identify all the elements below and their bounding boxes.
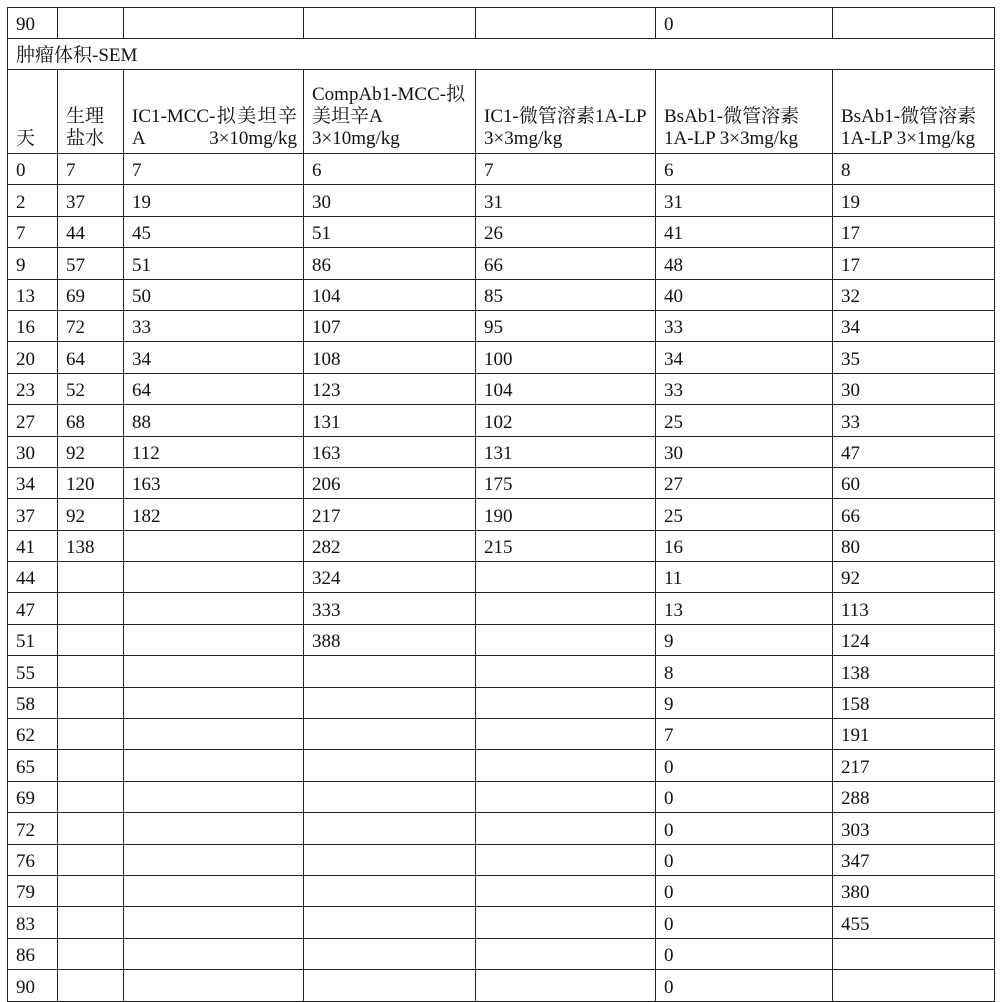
- cell-day: 16: [8, 310, 58, 341]
- cell-value: 7: [656, 719, 833, 750]
- table-row: [8, 216, 995, 247]
- header-bsab1-tubulysin-3mg: BsAb1-微管溶素1A-LP 3×3mg/kg: [656, 70, 833, 154]
- cell-value: [124, 624, 304, 655]
- table-row: [8, 781, 995, 812]
- cell-value: 13: [656, 593, 833, 624]
- cell-value: [124, 907, 304, 938]
- cell-day: 58: [8, 687, 58, 718]
- cell-value: 48: [656, 248, 833, 279]
- cell-value: 33: [833, 405, 995, 436]
- cell-value: 0: [656, 970, 833, 1001]
- table-row: [8, 907, 995, 938]
- cell-value: 0: [656, 781, 833, 812]
- cell-value: 85: [476, 279, 656, 310]
- cell-day: 13: [8, 279, 58, 310]
- cell-value: 217: [304, 499, 476, 530]
- cell-value: [476, 562, 656, 593]
- cell-value: 47: [833, 436, 995, 467]
- cell-day: 9: [8, 248, 58, 279]
- cell-value: 217: [833, 750, 995, 781]
- table-row: [8, 279, 995, 310]
- table-row: [8, 624, 995, 655]
- cell-value: [124, 719, 304, 750]
- cell-value: [58, 562, 124, 593]
- cell-value: 7: [124, 154, 304, 185]
- cell-value: 69: [58, 279, 124, 310]
- cell-value: 60: [833, 467, 995, 498]
- cell-value: 6: [656, 154, 833, 185]
- cell-value: 92: [58, 499, 124, 530]
- cell-value: [124, 970, 304, 1001]
- cell-value: 51: [124, 248, 304, 279]
- table-row-prev-90: [8, 8, 995, 39]
- cell-value: 51: [304, 216, 476, 247]
- cell-value: [476, 593, 656, 624]
- cell-value: 215: [476, 530, 656, 561]
- cell-value: [58, 970, 124, 1001]
- cell-value: 32: [833, 279, 995, 310]
- table-row: [8, 467, 995, 498]
- cell-value: [304, 938, 476, 969]
- cell-value: 9: [656, 687, 833, 718]
- cell-value: 64: [58, 342, 124, 373]
- cell-value: [58, 719, 124, 750]
- cell-value: 131: [304, 405, 476, 436]
- cell-value: [304, 970, 476, 1001]
- cell-value: 282: [304, 530, 476, 561]
- header-day: 天: [8, 70, 58, 154]
- cell-value: 11: [656, 562, 833, 593]
- cell-day: 47: [8, 593, 58, 624]
- cell-value: 112: [124, 436, 304, 467]
- cell-value: 25: [656, 499, 833, 530]
- cell-value: [476, 719, 656, 750]
- cell-value: 66: [476, 248, 656, 279]
- table-row: [8, 154, 995, 185]
- cell-value: [58, 907, 124, 938]
- cell-value: [304, 719, 476, 750]
- cell: [304, 8, 476, 39]
- table-row: [8, 562, 995, 593]
- cell-value: 19: [124, 185, 304, 216]
- cell-value: [124, 687, 304, 718]
- cell-value: 25: [656, 405, 833, 436]
- cell-day: 2: [8, 185, 58, 216]
- cell-value: 347: [833, 844, 995, 875]
- cell-value: 107: [304, 310, 476, 341]
- cell-value: 37: [58, 185, 124, 216]
- cell-value: [58, 624, 124, 655]
- cell-value: [476, 687, 656, 718]
- cell-value: 113: [833, 593, 995, 624]
- cell-value: 175: [476, 467, 656, 498]
- cell-value: 41: [656, 216, 833, 247]
- cell-day: 30: [8, 436, 58, 467]
- cell-value: 8: [833, 154, 995, 185]
- cell-value: 0: [656, 813, 833, 844]
- cell-value: 6: [304, 154, 476, 185]
- cell-value: [304, 875, 476, 906]
- cell-value: [304, 750, 476, 781]
- cell-value: 0: [656, 844, 833, 875]
- cell-value: 131: [476, 436, 656, 467]
- cell-value: [124, 593, 304, 624]
- cell-value: [124, 875, 304, 906]
- cell-value: [304, 844, 476, 875]
- cell-value: [304, 656, 476, 687]
- cell-value: 33: [656, 373, 833, 404]
- cell-value: 88: [124, 405, 304, 436]
- cell-value: [124, 781, 304, 812]
- cell: [833, 8, 995, 39]
- table-row: [8, 938, 995, 969]
- cell-value: [58, 938, 124, 969]
- cell-value: [476, 907, 656, 938]
- cell-value: [124, 938, 304, 969]
- cell-value: [476, 750, 656, 781]
- cell: [124, 8, 304, 39]
- cell-value: 31: [476, 185, 656, 216]
- cell-value: 163: [304, 436, 476, 467]
- cell-value: [124, 562, 304, 593]
- table-row: [8, 373, 995, 404]
- cell-value: [124, 750, 304, 781]
- cell: 0: [656, 8, 833, 39]
- table-row: [8, 687, 995, 718]
- cell-day: 34: [8, 467, 58, 498]
- cell-value: 33: [656, 310, 833, 341]
- cell-value: 16: [656, 530, 833, 561]
- cell-value: [304, 687, 476, 718]
- header-ic1-tubulysin: IC1-微管溶素1A-LP 3×3mg/kg: [476, 70, 656, 154]
- cell-value: [58, 687, 124, 718]
- cell-value: [124, 844, 304, 875]
- table-row: [8, 719, 995, 750]
- cell-value: [476, 938, 656, 969]
- cell-value: 31: [656, 185, 833, 216]
- cell-value: 52: [58, 373, 124, 404]
- cell-value: 288: [833, 781, 995, 812]
- cell-value: 30: [656, 436, 833, 467]
- table-row: [8, 875, 995, 906]
- cell-value: 72: [58, 310, 124, 341]
- cell-value: 138: [833, 656, 995, 687]
- header-ic1-mcc-maytansine: IC1-MCC-拟美坦辛A 3×10mg/kg: [124, 70, 304, 154]
- cell-value: [58, 844, 124, 875]
- cell-value: [304, 781, 476, 812]
- cell-value: 182: [124, 499, 304, 530]
- cell-value: 17: [833, 216, 995, 247]
- table-row: [8, 813, 995, 844]
- cell-value: [58, 813, 124, 844]
- cell-value: 108: [304, 342, 476, 373]
- cell-day: 69: [8, 781, 58, 812]
- cell-value: 104: [476, 373, 656, 404]
- cell-day: 90: [8, 970, 58, 1001]
- table-header-row: [8, 70, 995, 154]
- cell-value: 17: [833, 248, 995, 279]
- cell-value: 100: [476, 342, 656, 373]
- cell-value: 50: [124, 279, 304, 310]
- cell-day: 51: [8, 624, 58, 655]
- cell-day: 37: [8, 499, 58, 530]
- cell-value: 34: [833, 310, 995, 341]
- cell-day: 41: [8, 530, 58, 561]
- cell-value: 333: [304, 593, 476, 624]
- cell-value: [124, 813, 304, 844]
- cell-value: 27: [656, 467, 833, 498]
- cell-value: 0: [656, 750, 833, 781]
- cell-day: 62: [8, 719, 58, 750]
- cell-day: 20: [8, 342, 58, 373]
- table-title-row: [8, 39, 995, 70]
- cell-day: 44: [8, 562, 58, 593]
- table-row: [8, 185, 995, 216]
- cell-day: 55: [8, 656, 58, 687]
- cell-value: [58, 781, 124, 812]
- table-row: [8, 310, 995, 341]
- cell-value: 7: [476, 154, 656, 185]
- table-body: [8, 154, 995, 1002]
- cell-value: [476, 970, 656, 1001]
- table-row: [8, 844, 995, 875]
- cell-day: 7: [8, 216, 58, 247]
- cell-value: 191: [833, 719, 995, 750]
- cell-day: 27: [8, 405, 58, 436]
- cell-value: 86: [304, 248, 476, 279]
- table-row: [8, 530, 995, 561]
- cell-value: [304, 907, 476, 938]
- cell-value: 19: [833, 185, 995, 216]
- cell-value: 80: [833, 530, 995, 561]
- cell-value: [476, 781, 656, 812]
- cell-value: [833, 970, 995, 1001]
- table-row: [8, 248, 995, 279]
- cell-value: 95: [476, 310, 656, 341]
- tumor-volume-sem-table: [7, 7, 995, 1002]
- cell-day: 76: [8, 844, 58, 875]
- table-row: [8, 342, 995, 373]
- cell-value: [58, 750, 124, 781]
- header-compab1-mcc-maytansine: CompAb1-MCC-拟美坦辛A 3×10mg/kg: [304, 70, 476, 154]
- cell: [58, 8, 124, 39]
- cell-value: [476, 844, 656, 875]
- cell-value: 303: [833, 813, 995, 844]
- cell-day: 86: [8, 938, 58, 969]
- cell-value: 455: [833, 907, 995, 938]
- cell-value: 324: [304, 562, 476, 593]
- cell-value: 104: [304, 279, 476, 310]
- header-bsab1-tubulysin-1mg: BsAb1-微管溶素1A-LP 3×1mg/kg: [833, 70, 995, 154]
- table-row: [8, 656, 995, 687]
- cell-value: 380: [833, 875, 995, 906]
- cell-value: 40: [656, 279, 833, 310]
- cell-day: 65: [8, 750, 58, 781]
- cell-value: 102: [476, 405, 656, 436]
- cell-value: 138: [58, 530, 124, 561]
- cell-day: 72: [8, 813, 58, 844]
- cell-value: 388: [304, 624, 476, 655]
- cell-day: 83: [8, 907, 58, 938]
- cell-value: 158: [833, 687, 995, 718]
- cell-value: [476, 624, 656, 655]
- table-title: 肿瘤体积-SEM: [8, 39, 995, 70]
- cell-value: 8: [656, 656, 833, 687]
- cell-value: 66: [833, 499, 995, 530]
- cell-value: [304, 813, 476, 844]
- cell-value: 0: [656, 907, 833, 938]
- cell-value: 92: [833, 562, 995, 593]
- cell-value: 0: [656, 938, 833, 969]
- table-row: [8, 405, 995, 436]
- cell-value: [124, 530, 304, 561]
- cell-value: 45: [124, 216, 304, 247]
- cell-value: 26: [476, 216, 656, 247]
- cell-value: 34: [656, 342, 833, 373]
- cell-value: 68: [58, 405, 124, 436]
- table-row: [8, 593, 995, 624]
- cell-value: 34: [124, 342, 304, 373]
- cell-value: 123: [304, 373, 476, 404]
- cell-day: 23: [8, 373, 58, 404]
- cell-value: 33: [124, 310, 304, 341]
- cell-value: 124: [833, 624, 995, 655]
- cell: [476, 8, 656, 39]
- cell-value: 120: [58, 467, 124, 498]
- cell-value: [58, 593, 124, 624]
- table-row: [8, 970, 995, 1001]
- cell-value: [58, 656, 124, 687]
- table-row: [8, 499, 995, 530]
- cell-value: 35: [833, 342, 995, 373]
- cell-value: 0: [656, 875, 833, 906]
- cell-day: 79: [8, 875, 58, 906]
- cell-value: [476, 656, 656, 687]
- cell-value: 92: [58, 436, 124, 467]
- cell-value: 30: [833, 373, 995, 404]
- cell-value: 44: [58, 216, 124, 247]
- cell-day: 90: [8, 8, 58, 39]
- cell-value: 7: [58, 154, 124, 185]
- cell-value: 57: [58, 248, 124, 279]
- cell-day: 0: [8, 154, 58, 185]
- table-row: [8, 750, 995, 781]
- cell-value: [58, 875, 124, 906]
- cell-value: 163: [124, 467, 304, 498]
- cell-value: 30: [304, 185, 476, 216]
- cell-value: 9: [656, 624, 833, 655]
- cell-value: [476, 875, 656, 906]
- header-saline: 生理盐水: [58, 70, 124, 154]
- cell-value: 206: [304, 467, 476, 498]
- cell-value: [124, 656, 304, 687]
- cell-value: 64: [124, 373, 304, 404]
- cell-value: [476, 813, 656, 844]
- cell-value: 190: [476, 499, 656, 530]
- table-row: [8, 436, 995, 467]
- cell-value: [833, 938, 995, 969]
